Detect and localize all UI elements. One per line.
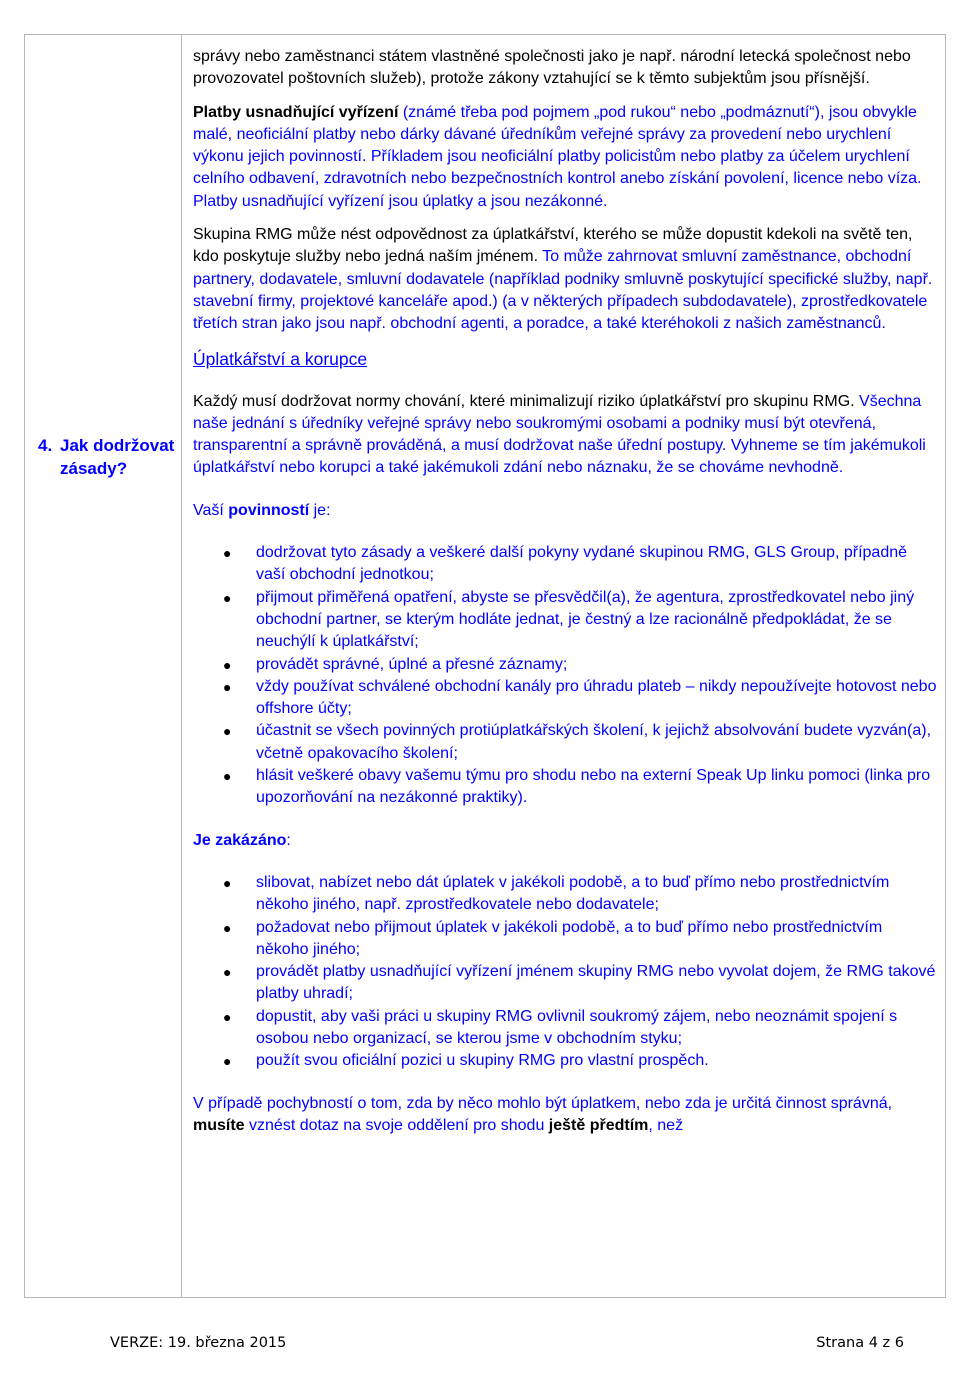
footer-version: VERZE: 19. března 2015: [110, 1335, 287, 1351]
page-footer: [110, 1335, 904, 1357]
section-number: 4.: [38, 436, 53, 455]
subheading-bribery: Úplatkářství a korupce: [193, 348, 368, 369]
bullet-icon: ●: [223, 678, 232, 695]
list-item: ● dodržovat tyto zásady a veškeré další pokyny vydané skupinou RMG, GLS Group, případně vaší obchodní jednotkou;: [223, 544, 908, 584]
duties-list: [193, 542, 938, 810]
list-item: ● požadovat nebo přijmout úplatek v jakékoli podobě, a to buď přímo nebo prostřednictvím někoho jiného;: [223, 918, 883, 958]
column-divider: [181, 34, 182, 1298]
list-item: ● vždy používat schválené obchodní kanály pro úhradu plateb – nikdy nepoužívejte hotovost nebo offshore účty;: [223, 677, 937, 718]
paragraph-everyone: Každý musí dodržovat normy chování, které minimalizují riziko úplatkářství pro skupinu RMG. Všechna naše jednání s úředníky veřejné správy nebo soukromými osobami a podniky musí být otevřená, transparentní a správně prováděná, a musí dodržovat naše úřední postupy. Vyhneme se tím jakémukoli úplatkářství nebo korupci a také jakémukoli zdání nebo náznaku, že se chováme nevhodně.: [193, 392, 926, 477]
list-item: ● dopustit, aby vaši práci u skupiny RMG ovlivnil soukromý zájem, nebo neoznámit spojení s osobou nebo organizací, se kterou jsme v obchodním styku;: [223, 1007, 898, 1047]
paragraph-rmg-liability: Skupina RMG může nést odpovědnost za úplatkářství, kterého se může dopustit kdekoli na světě ten, kdo poskytuje služby nebo jedná naším jménem. To může zahrnovat smluvní zaměstnance, obchodní partnery, dodavatele, smluvní dodavatele (například podniky smluvně poskytující specifické služby, např. stavební firmy, projektové kanceláře apod.) (a v některých případech subdodavatele), zprostředkovatele třetích stran jako jsou např. obchodní agenti, a poradce, a také kteréhokoli z našich zaměstnanců.: [193, 226, 933, 333]
bullet-icon: ●: [223, 1008, 232, 1025]
term-facilitation: Platby usnadňující vyřízení: [193, 103, 399, 121]
list-item: ● provádět správné, úplné a přesné záznamy;: [193, 654, 938, 676]
section-title: Jak dodržovat zásady?: [60, 436, 175, 478]
list-item: ● slibovat, nabízet nebo dát úplatek v jakékoli podobě, a to buď přímo nebo prostřednictvím někoho jiného, např. zprostředkovatele nebo dodavatele;: [223, 873, 890, 914]
forbidden-list: [193, 872, 938, 1073]
paragraph-facilitation-payments: Platby usnadňující vyřízení (známé třeba pod pojmem „pod rukou“ nebo „podmáznutí“), jsou obvykle malé, neoficiální platby nebo dárky dávané úředníkům veřejné správy za provedení nebo urychlení výkonu jejich povinností. Příkladem jsou neoficiální platby policistům nebo platby za účelem urychlení celního odbavení, zdravotních nebo bezpečnostních kontrol anebo získání povolení, licence nebo víza. Platby usnadňující vyřízení jsou úplatky a jsou nezákonné.: [193, 103, 922, 210]
duty-intro: Vaší povinností je:: [193, 501, 331, 519]
paragraph-continuation: správy nebo zaměstnanci státem vlastněné společnosti jako je např. národní letecká společnost nebo provozovatel poštovních služeb), protože zákony vztahující se k těmto subjektům jsou přísnější.: [193, 48, 911, 88]
bullet-icon: ●: [223, 589, 232, 606]
bullet-icon: ●: [223, 768, 232, 785]
list-item: ● provádět platby usnadňující vyřízení jménem skupiny RMG nebo vyvolat dojem, že RMG takové platby uhradí;: [223, 963, 936, 1003]
footer-page-number: Strana 4 z 6: [816, 1335, 904, 1351]
forbidden-intro: Je zakázáno:: [193, 831, 291, 849]
bullet-icon: ●: [223, 723, 232, 740]
bullet-icon: ●: [223, 1053, 232, 1070]
bullet-icon: ●: [223, 656, 232, 673]
list-item: ● účastnit se všech povinných protiúplatkářských školení, k jejichž absolvování budete vyzván(a), včetně opakovacího školení;: [223, 722, 932, 762]
main-content: [193, 46, 938, 1137]
bullet-icon: ●: [223, 874, 232, 891]
bullet-icon: ●: [223, 964, 232, 981]
list-item: ● přijmout přiměřená opatření, abyste se přesvědčil(a), že agentura, zprostředkovatel nebo jiný obchodní partner, se kterým hodláte jednat, je čestný a lze racionálně předpokládat, že se neuchýlí k úplatkářství;: [223, 588, 915, 651]
list-item: ● hlásit veškeré obavy vašemu týmu pro shodu nebo na externí Speak Up linku pomoci (linka pro upozorňování na nezákonné praktiky).: [223, 767, 931, 807]
paragraph-doubt: V případě pochybností o tom, zda by něco mohlo být úplatkem, nebo zda je určitá činnost správná, musíte vznést dotaz na svoje oddělení pro shodu ještě předtím, než: [193, 1094, 893, 1134]
bullet-icon: ●: [223, 919, 232, 936]
list-item: ● použít svou oficiální pozici u skupiny RMG pro vlastní prospěch.: [193, 1050, 938, 1072]
bullet-icon: ●: [223, 545, 232, 562]
